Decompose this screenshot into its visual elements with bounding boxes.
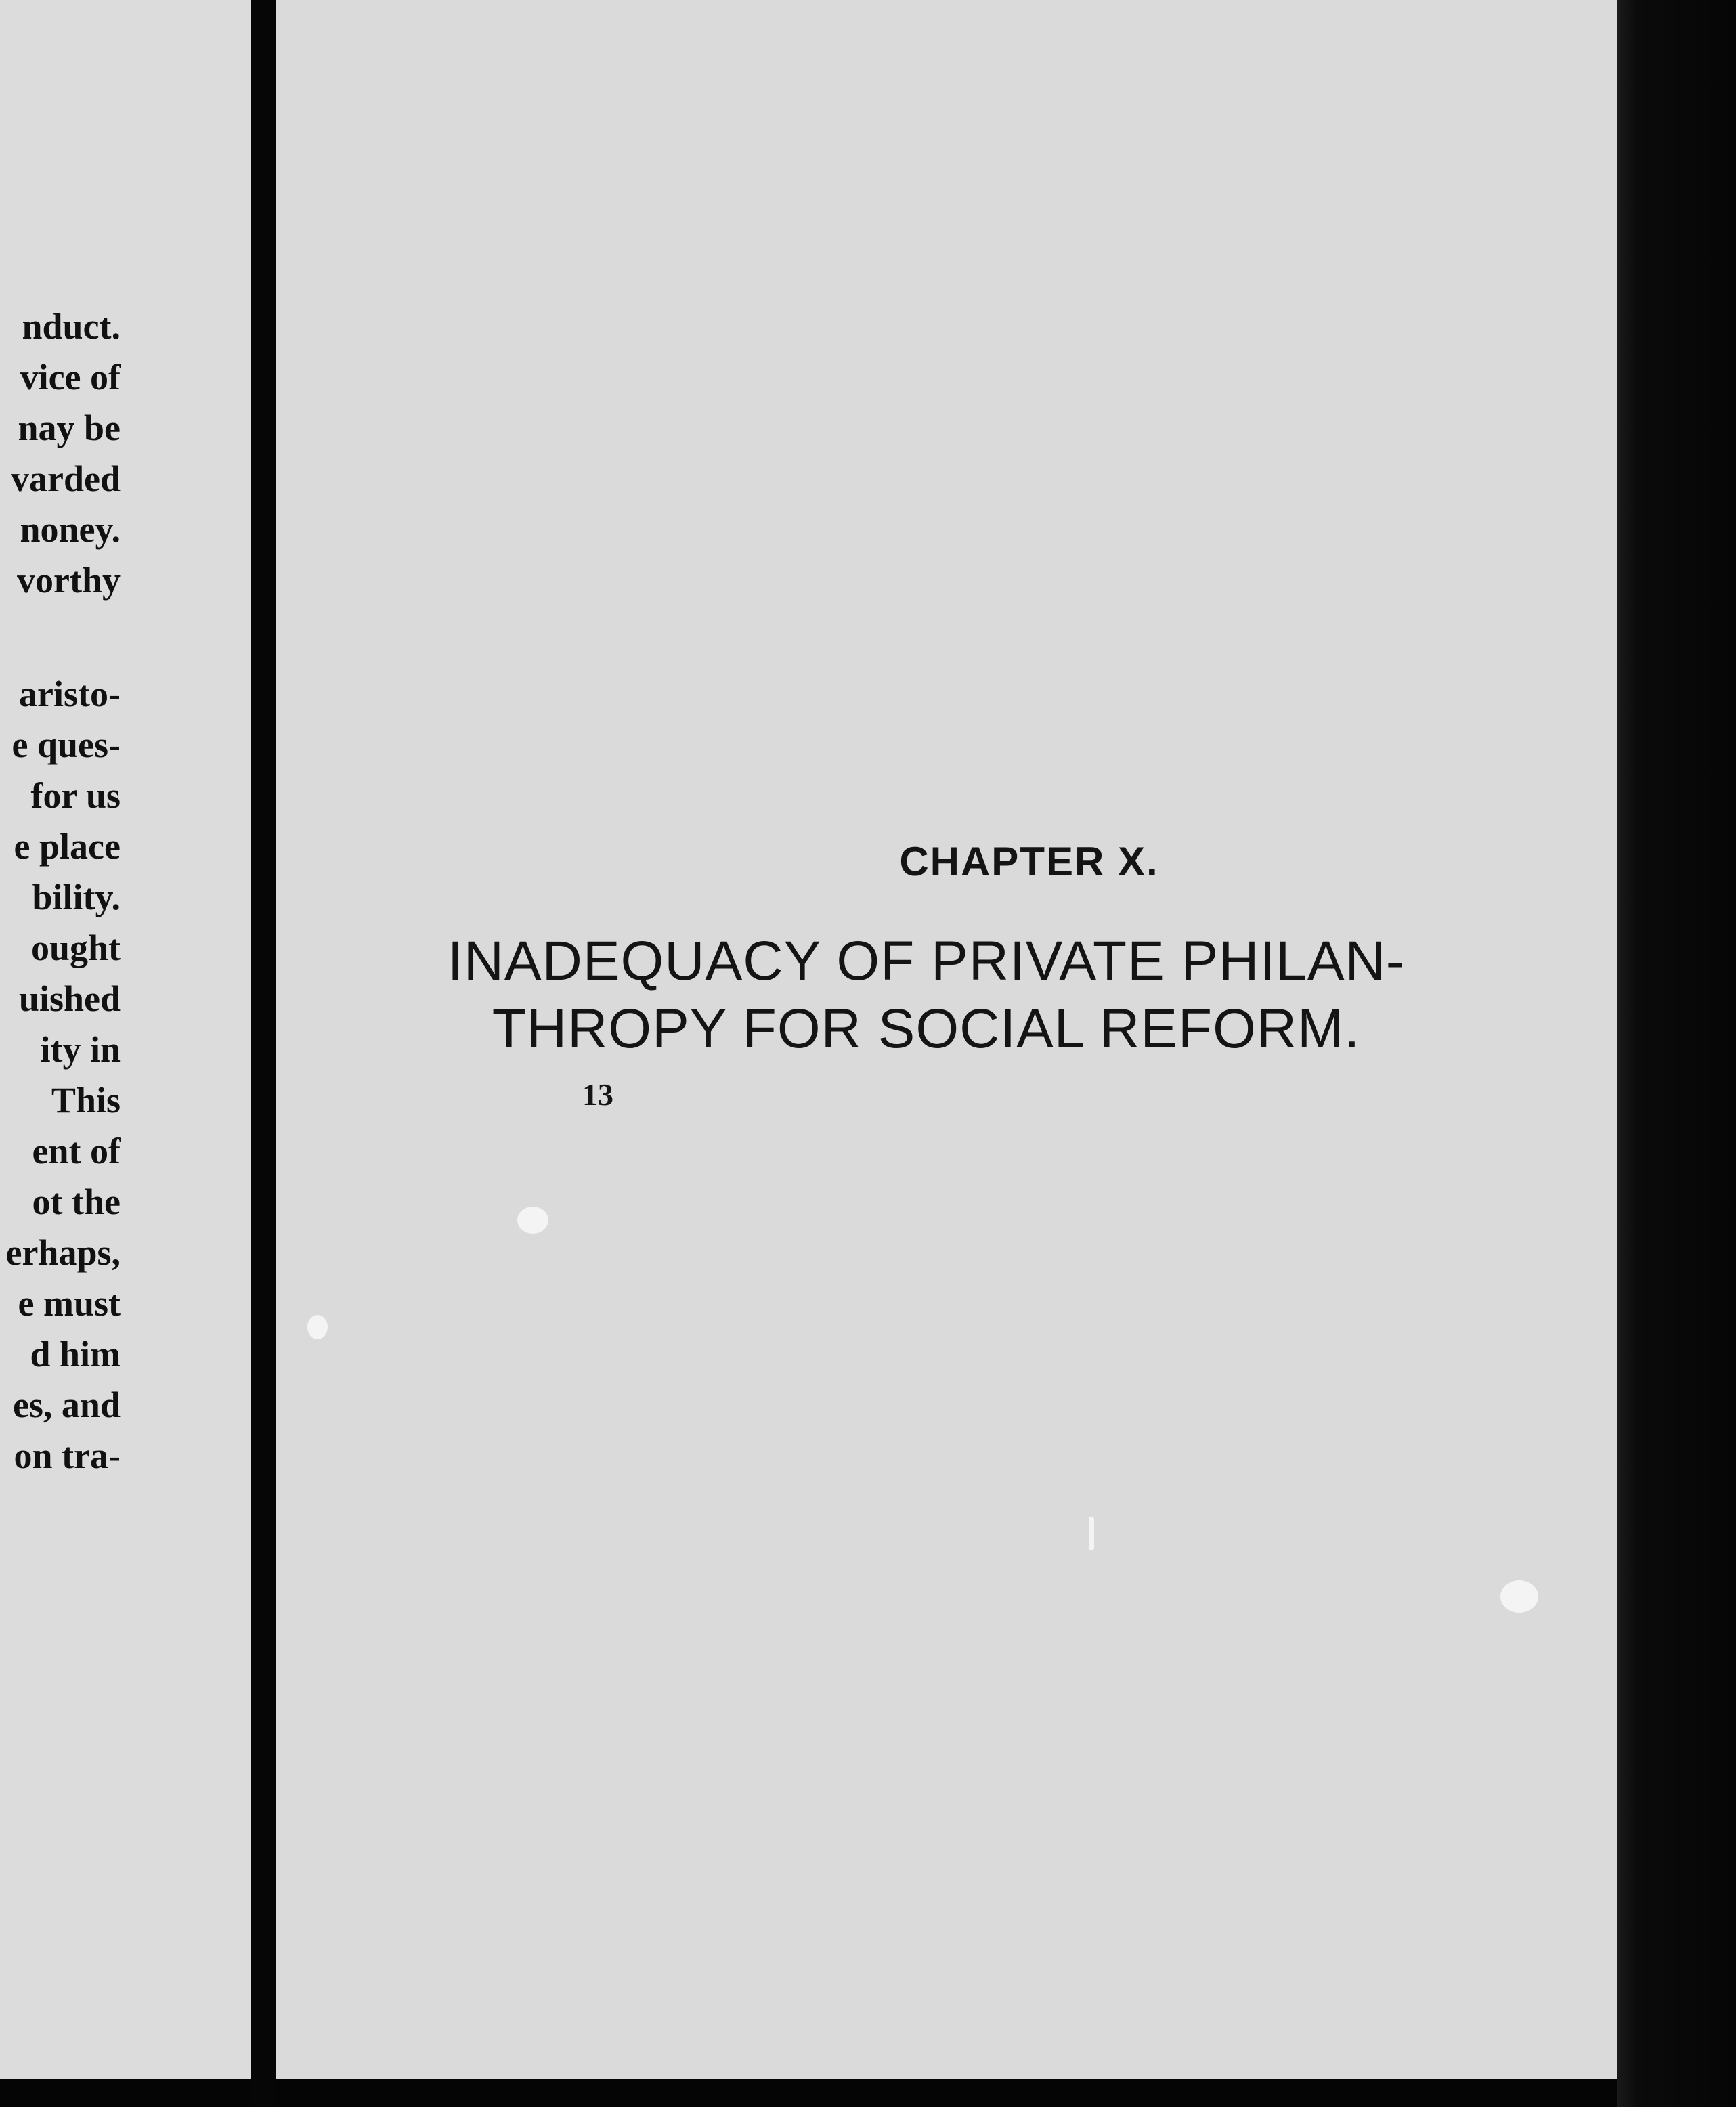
left-page-line: nay be (18, 408, 121, 448)
left-page-line: uished (18, 978, 121, 1019)
signature-mark: 13 (582, 1077, 613, 1112)
left-page-line: on tra- (14, 1435, 121, 1476)
left-page-line: nduct. (22, 306, 121, 347)
scan-speck (307, 1315, 328, 1339)
page-gutter (251, 0, 276, 2107)
left-page-line: This (51, 1080, 121, 1121)
left-page-line: vice of (20, 357, 121, 397)
left-page-line: e must (18, 1283, 121, 1324)
left-page-line: ought (30, 928, 121, 968)
chapter-title-line: THROPY FOR SOCIAL REFORM. (492, 998, 1361, 1060)
book-edge (1617, 0, 1736, 2107)
left-page-line: for us (30, 775, 121, 816)
left-page (0, 0, 251, 2079)
right-page (276, 0, 1617, 2079)
left-page-line: d him (30, 1334, 121, 1374)
left-page-line: ity in (40, 1029, 121, 1070)
left-page-line: aristo- (19, 674, 121, 714)
scan-speck (1500, 1580, 1538, 1613)
left-page-line: bility. (32, 877, 121, 917)
left-page-line: ot the (32, 1181, 121, 1222)
left-page-line: varded (11, 458, 121, 499)
chapter-label: CHAPTER X. (899, 839, 1159, 884)
left-page-line: es, and (12, 1385, 121, 1425)
chapter-title-line: INADEQUACY OF PRIVATE PHILAN- (447, 930, 1406, 992)
scan-speck (517, 1207, 548, 1234)
left-page-line: ent of (32, 1131, 121, 1171)
left-page-line: erhaps, (5, 1232, 121, 1273)
chapter-title (425, 928, 1427, 1063)
left-page-line: noney. (20, 509, 121, 550)
left-page-line: vorthy (17, 560, 121, 601)
left-page-line: e place (14, 826, 121, 867)
scan-speck (1089, 1517, 1094, 1550)
left-page-line: e ques- (12, 724, 121, 765)
